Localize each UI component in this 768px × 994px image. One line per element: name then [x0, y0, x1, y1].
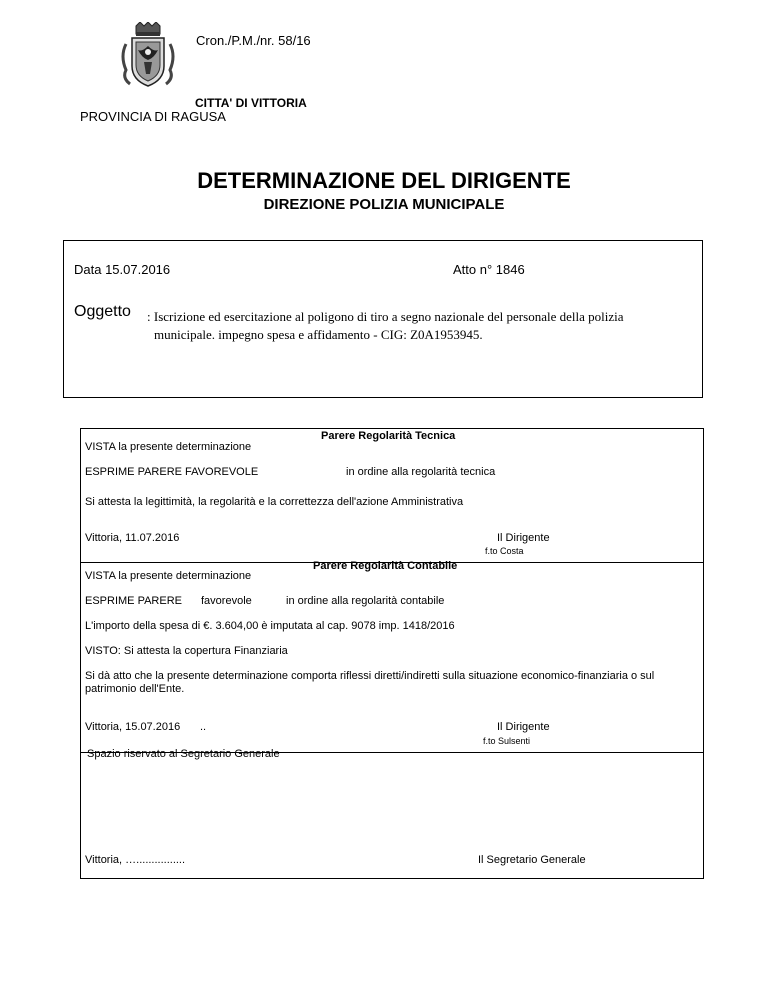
- accounting-amount: L'importo della spesa di €. 3.604,00 è imputata al cap. 9078 imp. 1418/2016: [85, 620, 455, 632]
- accounting-opinion-scope: in ordine alla regolarità contabile: [286, 595, 445, 607]
- subject-text-line2: municipale. impegno spesa e affidamento - CIG: Z0A1953945.: [154, 327, 483, 342]
- document-title: DETERMINAZIONE DEL DIRIGENTE: [197, 168, 571, 193]
- subject-text-line1: : Iscrizione ed esercitazione al poligono di tiro a segno nazionale del personale della polizia: [147, 309, 624, 324]
- accounting-opinion-value: favorevole: [201, 595, 252, 607]
- technical-signer-name: f.to Costa: [485, 546, 524, 556]
- accounting-place-date: Vittoria, 15.07.2016: [85, 721, 181, 733]
- city-name: CITTA' DI VITTORIA: [195, 96, 307, 110]
- accounting-note-line1: Si dà atto che la presente determinazione comporta riflessi diretti/indiretti sulla situazione economico-finanziaria o sul: [85, 670, 655, 682]
- accounting-signer-name: f.to Sulsenti: [483, 736, 531, 746]
- technical-place-date: Vittoria, 11.07.2016: [85, 532, 180, 544]
- technical-attestation: Si attesta la legittimità, la regolarità e la correttezza dell'azione Amministrativa: [85, 496, 464, 508]
- protocol-number: Cron./P.M./nr. 58/16: [196, 33, 311, 48]
- technical-opinion-scope: in ordine alla regolarità tecnica: [346, 466, 496, 478]
- accounting-opinion-heading: Parere Regolarità Contabile: [313, 560, 458, 572]
- secretary-place-date: Vittoria, …................: [85, 854, 186, 866]
- accounting-note-line2: patrimonio dell'Ente.: [85, 683, 185, 695]
- act-number: Atto n° 1846: [453, 262, 525, 277]
- province-name: PROVINCIA DI RAGUSA: [80, 109, 226, 124]
- accounting-dots: ..: [200, 721, 207, 733]
- accounting-coverage: VISTO: Si attesta la copertura Finanziaria: [85, 645, 288, 657]
- technical-vista-text: VISTA la presente determinazione: [85, 441, 252, 453]
- technical-signer-title: Il Dirigente: [497, 532, 550, 544]
- secretary-reserved-label: Spazio riservato al Segretario Generale: [87, 748, 280, 760]
- accounting-signer-title: Il Dirigente: [497, 721, 550, 733]
- document-date: Data 15.07.2016: [74, 262, 171, 277]
- subject-label: Oggetto: [74, 303, 131, 320]
- accounting-opinion-label: ESPRIME PARERE: [85, 595, 182, 607]
- document-subtitle: DIREZIONE POLIZIA MUNICIPALE: [263, 196, 505, 213]
- technical-opinion-value: ESPRIME PARERE FAVOREVOLE: [85, 466, 259, 478]
- coat-of-arms-icon: [118, 22, 178, 90]
- technical-opinion-heading: Parere Regolarità Tecnica: [321, 430, 456, 442]
- accounting-vista-text: VISTA la presente determinazione: [85, 570, 252, 582]
- secretary-signer-title: Il Segretario Generale: [478, 854, 586, 866]
